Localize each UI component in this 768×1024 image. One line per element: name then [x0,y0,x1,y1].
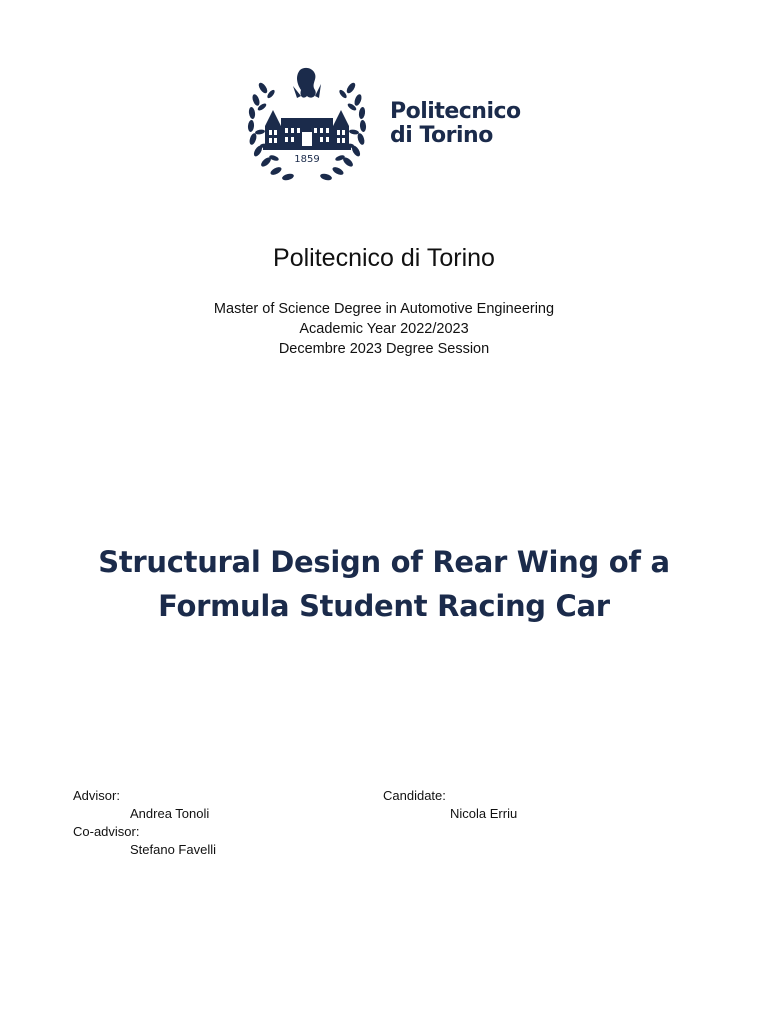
advisor-label: Advisor: [73,788,120,803]
candidate-label: Candidate: [383,788,446,803]
thesis-title-line-2: Formula Student Racing Car [158,589,610,623]
coadvisor-label: Co-advisor: [73,824,140,839]
candidate-name: Nicola Erriu [450,806,518,821]
thesis-title [60,540,708,628]
academic-year: Academic Year 2022/2023 [299,321,469,337]
degree-program: Master of Science Degree in Automotive Engineering [213,301,555,317]
logo-wordmark [390,100,521,148]
university-name: Politecnico di Torino [273,244,495,272]
coadvisor-name: Stefano Favelli [130,842,216,857]
thesis-title-line-1: Structural Design of Rear Wing of a [98,545,670,579]
seal-year: 1859 [294,154,320,165]
wordmark-line-2: di Torino [390,123,493,148]
advisor-name: Andrea Tonoli [130,806,210,821]
university-logo [245,66,535,186]
seal-icon [245,66,369,186]
wordmark-line-1: Politecnico [390,99,521,124]
degree-session: Decembre 2023 Degree Session [278,341,490,357]
degree-info [0,299,768,359]
